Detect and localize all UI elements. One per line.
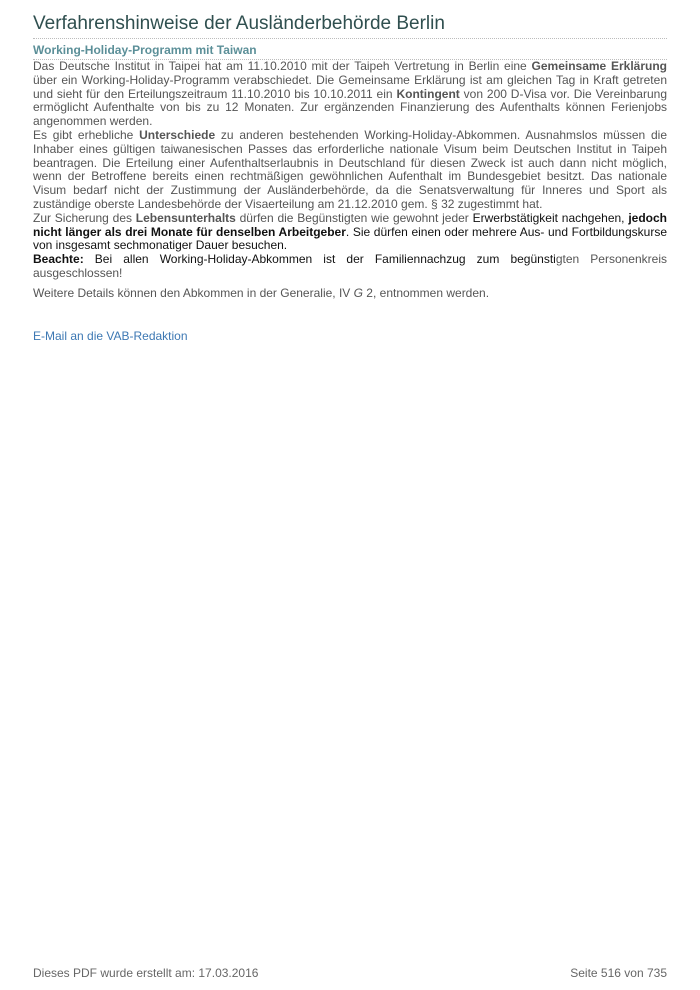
text-segment: Das Deutsche Institut in Taipei hat am 11.10.2010 mit der Taipeh Vertretung in Berlin eine [33, 59, 532, 73]
text-segment: dürfen die Begünstigten wie gewohnt jeder [235, 210, 473, 225]
footer-created-date: Dieses PDF wurde erstellt am: 17.03.2016 [33, 966, 259, 980]
details-reference [33, 286, 667, 300]
bold-term-livelihood: Lebensunterhalts [135, 210, 236, 225]
paragraph-note [33, 253, 667, 281]
text-segment-dark: Bei allen Working-Holiday-Abkommen ist der Familiennachzug zum begünsti [83, 252, 556, 267]
main-content [33, 60, 667, 281]
text-segment: Zur Sicherung des [33, 210, 136, 225]
text-segment: Es gibt erhebliche [33, 127, 140, 142]
text-segment: Weitere Details können den Abkommen in der Generalie, IV [33, 286, 354, 300]
bold-term-quota: Kontingent [396, 86, 460, 101]
note-label-text: Beachte: [33, 252, 84, 267]
footer-page-number: Seite 516 von 735 [570, 966, 667, 980]
text-segment-dark: Erwerbstätigkeit nachgehen, [472, 210, 629, 225]
paragraph-livelihood [33, 212, 667, 253]
italic-reference: G [353, 286, 363, 300]
text-segment: von 200 D-Visa vor. Die Vereinbarung ermöglicht Aufenthalte von bis zu 12 Monaten. Zur ergänzenden Finanzierung des Aufenthalts können Ferienjobs angenommen werden. [33, 86, 668, 129]
section-title: Working-Holiday-Programm mit Taiwan [33, 43, 667, 60]
bold-term-differences: Unterschiede [139, 127, 216, 142]
bold-term-joint-declaration: Gemeinsame Erklärung [531, 59, 668, 73]
text-segment: 2, entnommen werden. [362, 286, 490, 300]
text-segment-dark: . Sie dürfen einen oder mehrere Aus- und Fortbildungskurse von insgesamt sechmonatiger Dauer besuchen. [33, 224, 667, 253]
paragraph-agreement [33, 60, 667, 129]
bold-term-employment-limit-text: jedoch nicht länger als drei Monate für denselben Arbeitgeber [33, 210, 667, 239]
page-title: Verfahrenshinweise der Ausländerbehörde Berlin [33, 12, 667, 39]
text-segment: zu anderen bestehenden Working-Holiday-Abkommen. Ausnahmslos müssen die Inhaber eines gültigen taiwanesischen Passes das erforderliche nationale Visum beim Deutschen Institut in Taipeh beantragen. Die Erteilung einer Aufenthaltserlaubnis in Deutschland für diesen Zweck ist auch dann nicht möglich, wenn der Betroffene bereits einen rechtmäßigen gewöhnlichen Aufenthalt im Bundesgebiet besitzt. Das nationale Visum bedarf nicht der Zustimmung der Ausländerbehörde, da die Senatsverwaltung für Inneres und Sport als zuständige oberste Landesbehörde der Visaerteilung am 21.12.2010 gem. § 32 zugestimmt hat. [33, 127, 667, 211]
note-label [33, 252, 84, 266]
text-segment: über ein Working-Holiday-Programm verabschiedet. Die Gemeinsame Erklärung ist am gleichen Tag in Kraft getreten und sieht für den Erteilungszeitraum 11.10.2010 bis 10.10.2011 ein [33, 72, 667, 101]
paragraph-differences [33, 129, 667, 212]
text-segment: gten Personenkreis ausgeschlossen! [33, 252, 667, 280]
email-redaction-link[interactable]: E-Mail an die VAB-Redaktion [33, 329, 188, 343]
